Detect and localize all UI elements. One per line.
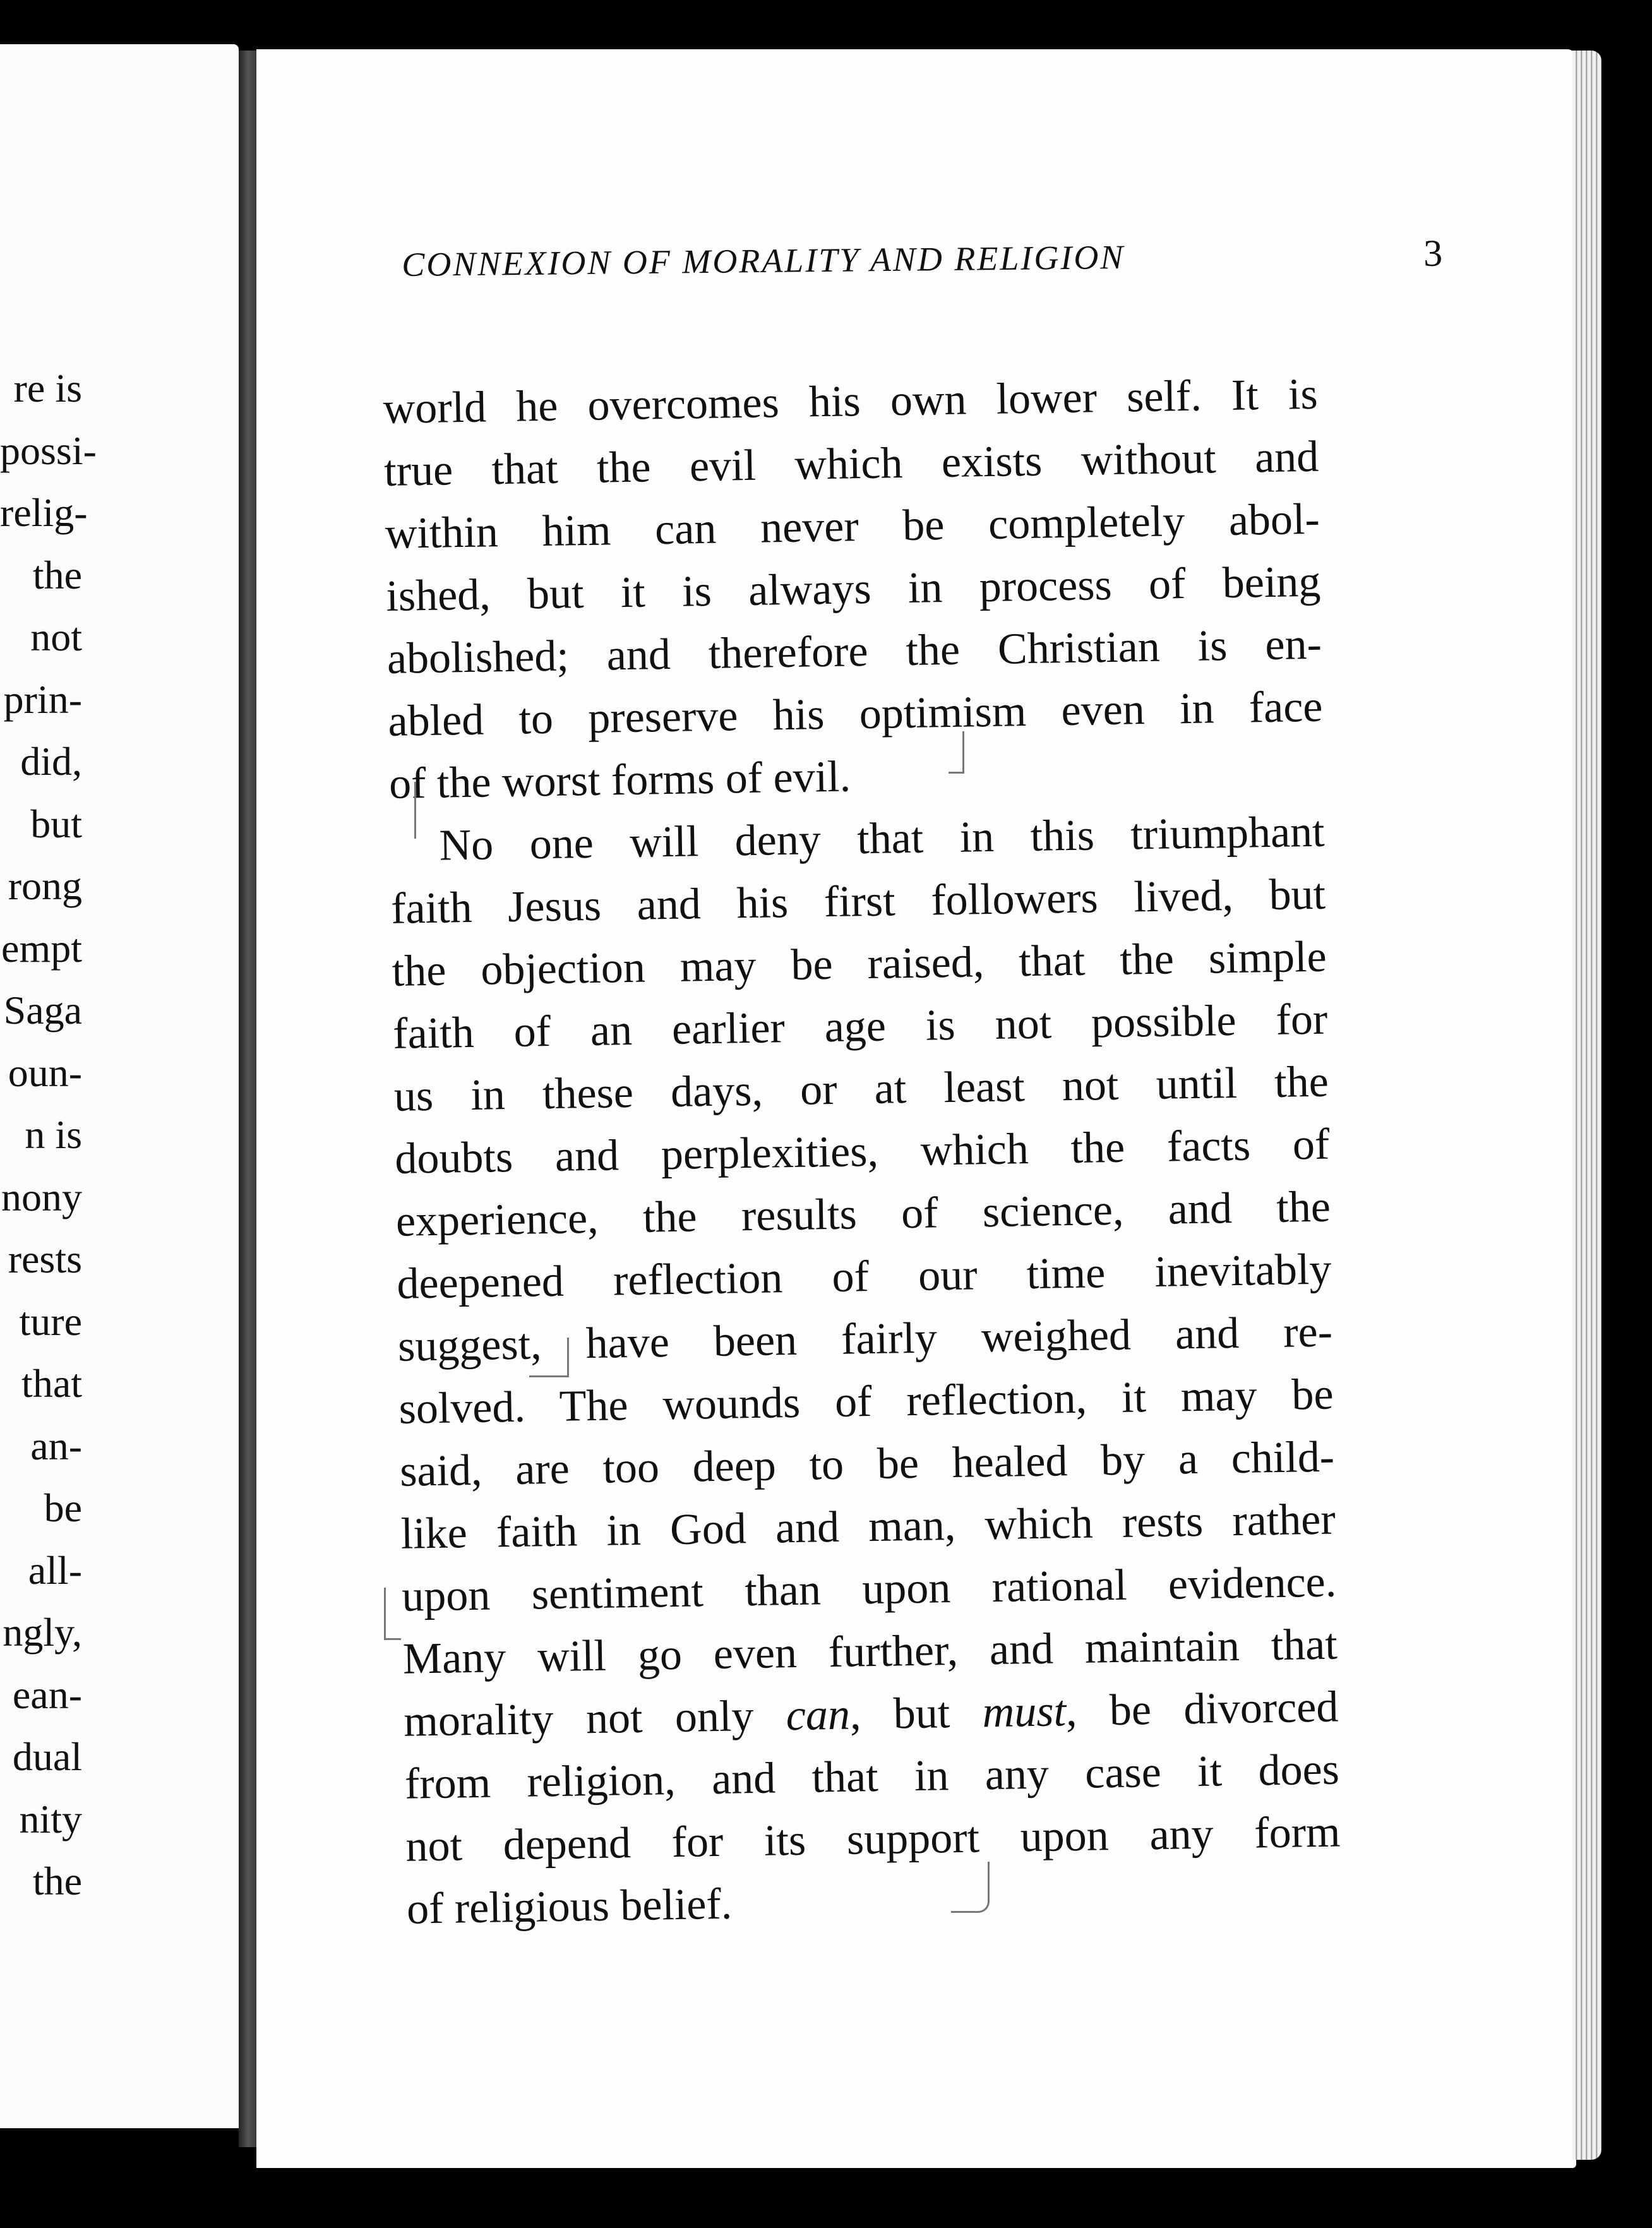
text-segment: the objection may be raised, that the simple [392, 932, 1327, 996]
current-page [256, 49, 1576, 2168]
left-page-line: prin- [3, 676, 82, 722]
left-page-line: possi- [0, 428, 97, 473]
left-page-line: ean- [12, 1672, 82, 1717]
left-page-line: an- [30, 1423, 82, 1468]
text-segment: within him can never be completely abol- [385, 494, 1320, 558]
running-head [402, 232, 1589, 296]
text-segment: Many will go even further, and maintain that [402, 1620, 1338, 1684]
left-page-line: ture [19, 1298, 82, 1344]
body-text [383, 363, 1342, 1941]
text-segment: morality not only [403, 1691, 787, 1746]
page-number: 3 [1423, 232, 1443, 275]
text-segment: of the worst forms of evil. [388, 752, 851, 808]
text-segment: doubts and perplexities, which the facts of [394, 1120, 1330, 1183]
text-segment: upon sentiment than upon rational evidence. [401, 1557, 1337, 1621]
previous-page [0, 44, 239, 2128]
text-segment: No one will deny that in this triumphant [439, 807, 1326, 870]
italic-word: can [786, 1690, 851, 1740]
left-page-line: oun- [8, 1050, 82, 1095]
text-segment: faith Jesus and his first followers lived, but [390, 870, 1326, 933]
page-edges [1572, 51, 1601, 2160]
text-segment: world he overcomes his own lower self. It is [383, 369, 1319, 433]
text-segment: of religious belief. [406, 1879, 733, 1934]
pencil-bracket-mark [529, 1338, 569, 1377]
text-segment: , be divorced [1065, 1682, 1339, 1736]
text-segment: solved. The wounds of reflection, it may be [398, 1370, 1334, 1434]
left-page-line: that [21, 1361, 82, 1406]
pencil-bracket-mark [384, 1588, 401, 1640]
text-segment: us in these days, or at least not until the [393, 1057, 1329, 1121]
left-page-line: n is [25, 1112, 82, 1157]
text-segment: faith of an earlier age is not possible for [392, 995, 1328, 1058]
italic-word: must [982, 1687, 1067, 1737]
text-segment: like faith in God and man, which rests rather [400, 1495, 1336, 1559]
pencil-bracket-mark [414, 782, 422, 839]
left-page-line: nony [1, 1174, 82, 1219]
left-page-line: Saga [3, 988, 82, 1033]
left-page-line: rong [8, 863, 82, 908]
text-segment: said, are too deep to be healed by a child- [399, 1432, 1335, 1496]
left-page-line: did, [20, 739, 82, 784]
left-page-line: rests [8, 1237, 82, 1281]
left-page-line: not [30, 614, 82, 659]
left-page-line: ngly, [3, 1610, 82, 1655]
left-page-line: dual [12, 1734, 82, 1779]
pencil-bracket-mark [951, 1862, 990, 1913]
pencil-bracket-mark [949, 731, 964, 774]
left-page-line: be [44, 1485, 82, 1530]
text-segment: , but [849, 1688, 983, 1739]
text-segment: suggest, have been fairly weighed and re- [397, 1307, 1333, 1371]
left-page-line: the [32, 1859, 82, 1903]
text-segment: abolished; and therefore the Christian is en- [386, 620, 1322, 683]
left-page-line: but [30, 801, 82, 846]
left-page-line: re is [13, 366, 82, 410]
text-segment: experience, the results of science, and the [395, 1182, 1331, 1246]
left-page-line: the [32, 552, 82, 597]
text-segment: from religion, and that in any case it does [404, 1745, 1340, 1809]
left-page-line: nity [19, 1796, 82, 1842]
text-segment: abled to preserve his optimism even in face [387, 682, 1323, 746]
left-page-line: relig- [0, 490, 88, 535]
running-title: CONNEXION OF MORALITY AND RELIGION [402, 238, 1125, 284]
left-page-line: all- [28, 1547, 82, 1593]
text-segment: deepened reflection of our time inevitably [396, 1245, 1332, 1309]
left-page-line: empt [1, 925, 82, 971]
text-segment: not depend for its support upon any form [405, 1807, 1341, 1871]
text-segment: ished, but it is always in process of being [385, 557, 1321, 621]
text-segment: true that the evil which exists without and [383, 432, 1319, 496]
